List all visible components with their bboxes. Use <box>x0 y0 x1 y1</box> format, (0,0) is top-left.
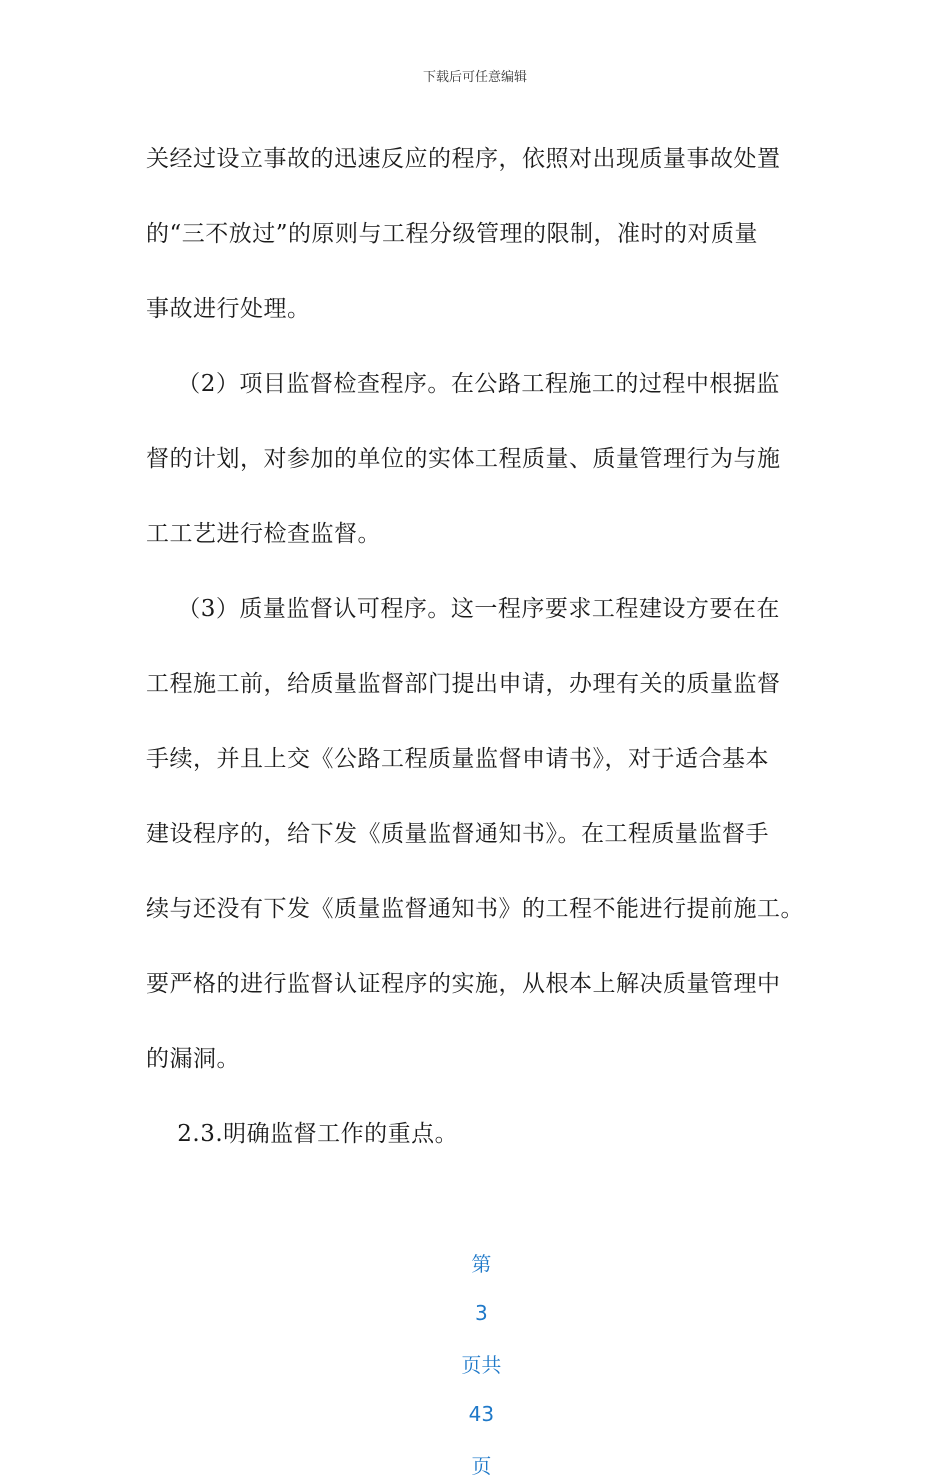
footer-suffix: 页 <box>471 1454 492 1478</box>
page-footer <box>0 1224 950 1479</box>
footer-prefix: 第 <box>471 1252 492 1276</box>
paragraph-1: 关经过设立事故的迅速反应的程序，依照对出现质量事故处置 的“三不放过”的原则与工程分级管理的限制，准时的对质量 事故进行处理。 <box>146 146 781 322</box>
paragraph-4: 2.3.明确监督工作的重点。 <box>146 1121 459 1147</box>
footer-total-pages: 43 <box>468 1402 495 1426</box>
footer-middle: 页共 <box>461 1353 502 1377</box>
header-note: 下载后可任意编辑 <box>422 70 527 85</box>
footer-page-number: 3 <box>474 1301 488 1325</box>
paragraph-3: （3）质量监督认可程序。这一程序要求工程建设方要在在 工程施工前，给质量监督部门提出申请，办理有关的质量监督 手续，并且上交《公路工程质量监督申请书》，对于适合基本 建设程序的，给下发《质量监督通知书》。在工程质量监督手 续与还没有下发《质量监督通知书》的工程不能进行提前施工。 要严格的进行监督认证程序的实施，从根本上解决质量管理中 的漏洞。 <box>146 596 804 1072</box>
document-body <box>146 122 818 1172</box>
paragraph-2: （2）项目监督检查程序。在公路工程施工的过程中根据监 督的计划，对参加的单位的实体工程质量、质量管理行为与施 工工艺进行检查监督。 <box>146 371 781 547</box>
